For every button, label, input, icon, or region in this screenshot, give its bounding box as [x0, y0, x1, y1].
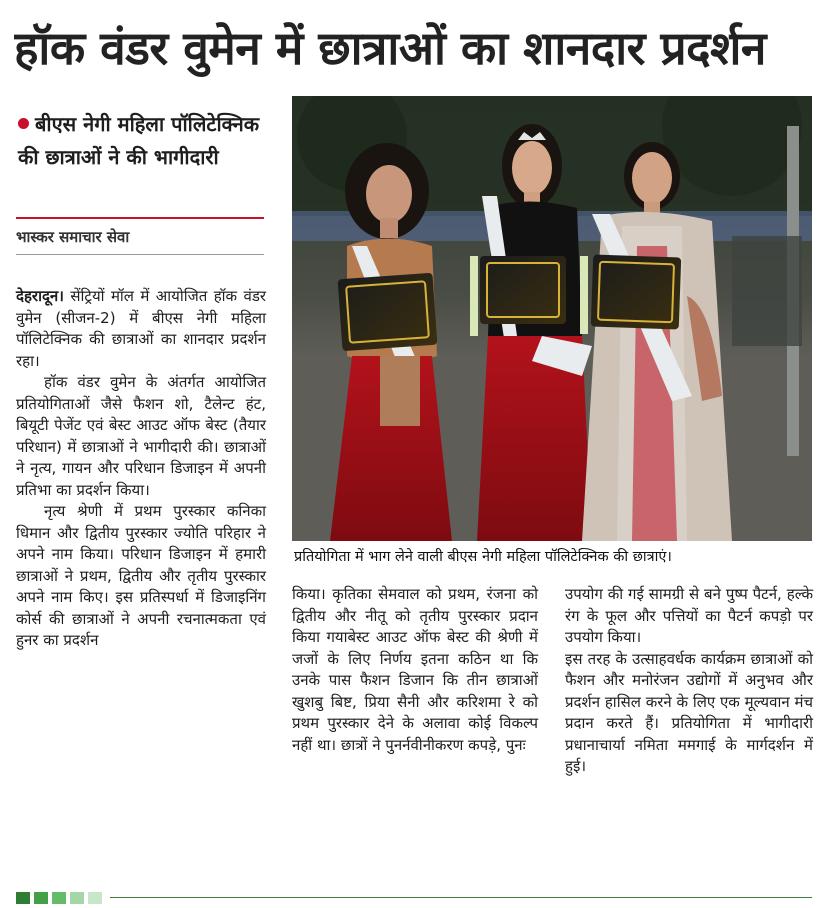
footer-square: [34, 892, 48, 904]
paragraph-4: किया। कृतिका सेमवाल को प्रथम, रंजना को द्वितीय और नीतू को तृतीय पुरस्कार प्रदान किया गयाबेस्ट आउट ऑफ बेस्ट की श्रेणी में जजों के लिए निर्णय इतना कठिन था कि उनके पास फैशन डिजान कि तीन छात्राओं खुशबु बिष्ट, प्रिया सैनी और करिशमा रे को प्रथम पुरस्कार देने के अलावा कोई विकल्प नहीं था। छात्रों ने पुनर्नवीनीकरण कपड़े, पुनः: [292, 585, 538, 754]
subheadline-text: बीएस नेगी महिला पॉलिटेक्निक की छात्राओं ने की भागीदारी: [18, 112, 260, 169]
byline: भास्कर समाचार सेवा: [16, 226, 264, 255]
dateline-city: देहरादून।: [16, 287, 64, 305]
subhead-divider: [16, 217, 264, 219]
paragraph-5: उपयोग की गई सामग्री से बने पुष्प पैटर्न, हल्के रंग के फूल और पत्तियों का पैटर्न कपड़ो पर उपयोग किया।: [565, 585, 813, 646]
paragraph-6: इस तरह के उत्साहवर्धक कार्यक्रम छात्राओं को फैशन और मनोरंजन उद्योगों में अनुभव और प्रदर्शन हासिल करने के लिए एक मूल्यवान मंच प्रदान करते हैं। प्रतियोगिता में भागीदारी प्रधानाचार्या नमिता ममगाई के मार्गदर्शन में हुई।: [565, 649, 813, 775]
bullet-dot-icon: [18, 118, 29, 129]
three-students-photo: [292, 96, 812, 541]
paragraph-1: [16, 286, 266, 372]
photo-caption: प्रतियोगिता में भाग लेने वाली बीएस नेगी महिला पॉलिटेक्निक की छात्राएं।: [294, 549, 672, 565]
headline: हॉक वंडर वुमेन में छात्राओं का शानदार प्रदर्शन: [14, 21, 766, 75]
paragraph-3: नृत्य श्रेणी में प्रथम पुरस्कार कनिका धिमान और द्वितीय पुरस्कार ज्योति परिहार ने अपने नाम किया। परिधान डिजाइन में हमारी छात्राओं ने प्रथम, द्वितीय और तृतीय पुरस्कार अपने नाम किए। इस प्रतिस्पर्धा में डिजाइनिंग कोर्स की छात्राओं ने अपनी रचनात्मकता एवं हुनर का प्रदर्शन: [16, 502, 266, 649]
news-photo: [292, 96, 812, 541]
footer-decoration: [16, 892, 102, 904]
footer-square: [52, 892, 66, 904]
article-column-1: [16, 286, 266, 652]
footer-square: [16, 892, 30, 904]
article-column-2: [292, 584, 538, 756]
footer-square: [70, 892, 84, 904]
footer-rule: [110, 897, 812, 898]
footer-square: [88, 892, 102, 904]
article-column-3: [565, 584, 813, 778]
subheadline: [18, 108, 268, 174]
paragraph-1-text: सेंट्रियों मॉल में आयोजित हॉक वंडर वुमेन (सीजन-2) में बीएस नेगी महिला पॉलिटेक्निक की छात्राओं का शानदार प्रदर्शन रहा।: [16, 287, 266, 370]
paragraph-2: हॉक वंडर वुमेन के अंतर्गत आयोजित प्रतियोगिताओं जैसे फैशन शो, टैलेन्ट हंट, बियूटी पेजेंट एवं बेस्ट आउट ऑफ बेस्ट (तैयार परिधान) में छात्राओं ने भागीदारी की। छात्राओं ने नृत्य, गायन और परिधान डिजाइन में अपनी प्रतिभा का प्रदर्शन किया।: [16, 373, 266, 499]
